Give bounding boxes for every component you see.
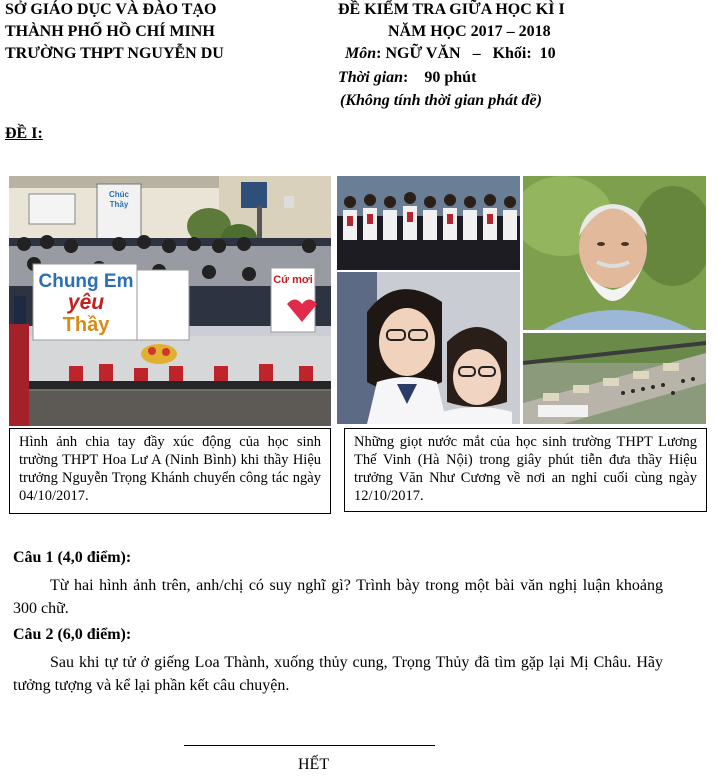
photo-teacher-portrait (523, 176, 706, 330)
city-name: THÀNH PHỐ HỒ CHÍ MINH (5, 23, 215, 40)
photo-crying-students (337, 272, 520, 424)
end-divider (184, 745, 435, 746)
banner-yeu: yêu (67, 291, 105, 314)
question-2-title: Câu 2 (6,0 điểm): (13, 626, 132, 643)
photo-students-line (337, 176, 520, 270)
farewell-photo-left (9, 176, 331, 426)
crying-students-illustration (337, 272, 520, 424)
students-line-illustration (337, 176, 520, 270)
time-label: Thời gian (338, 69, 404, 86)
department-name: SỞ GIÁO DỤC VÀ ĐÀO TẠO (5, 1, 217, 18)
exam-code: ĐỀ I: (5, 125, 43, 142)
question-1-text: Từ hai hình ảnh trên, anh/chị có suy nghĩ gì? Trình bày trong một bài văn nghị luận khoảng 300 chữ. (13, 577, 663, 617)
banner-chung-em: Chung Em (38, 271, 134, 292)
banner-thay: Thầy (62, 314, 110, 336)
photo-funeral-procession (523, 333, 706, 424)
exam-title: ĐỀ KIỂM TRA GIỮA HỌC KÌ I (338, 1, 565, 18)
time-note: (Không tính thời gian phát đề) (340, 92, 542, 109)
time-line (338, 68, 476, 88)
end-text: HẾT (298, 756, 330, 773)
caption-right: Những giọt nước mắt của học sinh trường THPT Lương Thế Vinh (Hà Nội) trong giây phút tiễn đưa thầy Hiệu trưởng Văn Như Cương về nơi an nghỉ cuối cùng ngày 12/10/2017. (344, 428, 707, 512)
school-name: TRƯỜNG THPT NGUYỄN DU (5, 45, 224, 62)
time-value: : 90 phút (403, 69, 477, 86)
teacher-portrait-illustration (523, 176, 706, 330)
question-2-text: Sau khi tự tử ở giếng Loa Thành, xuống thủy cung, Trọng Thủy đã tìm gặp lại Mị Châu. Hãy tưởng tượng và kể lại phần kết câu chuyện. (13, 654, 663, 694)
question-1-title: Câu 1 (4,0 điểm): (13, 549, 132, 566)
subject-value: : NGỮ VĂN – Khối: 10 (376, 45, 556, 62)
banner-chuc-thay: Chúc Thầy (109, 190, 129, 209)
banner-cu-moi: Cứ mơi (273, 274, 313, 286)
subject-line (345, 44, 556, 64)
funeral-procession-illustration (523, 333, 706, 424)
caption-left: Hình ảnh chia tay đầy xúc động của học sinh trường THPT Hoa Lư A (Ninh Bình) khi thầy Hiệu trưởng Nguyễn Trọng Khánh chuyển công tác ngày 04/10/2017. (9, 428, 331, 514)
subject-label: Môn (345, 45, 377, 62)
school-year: NĂM HỌC 2017 – 2018 (388, 23, 551, 40)
